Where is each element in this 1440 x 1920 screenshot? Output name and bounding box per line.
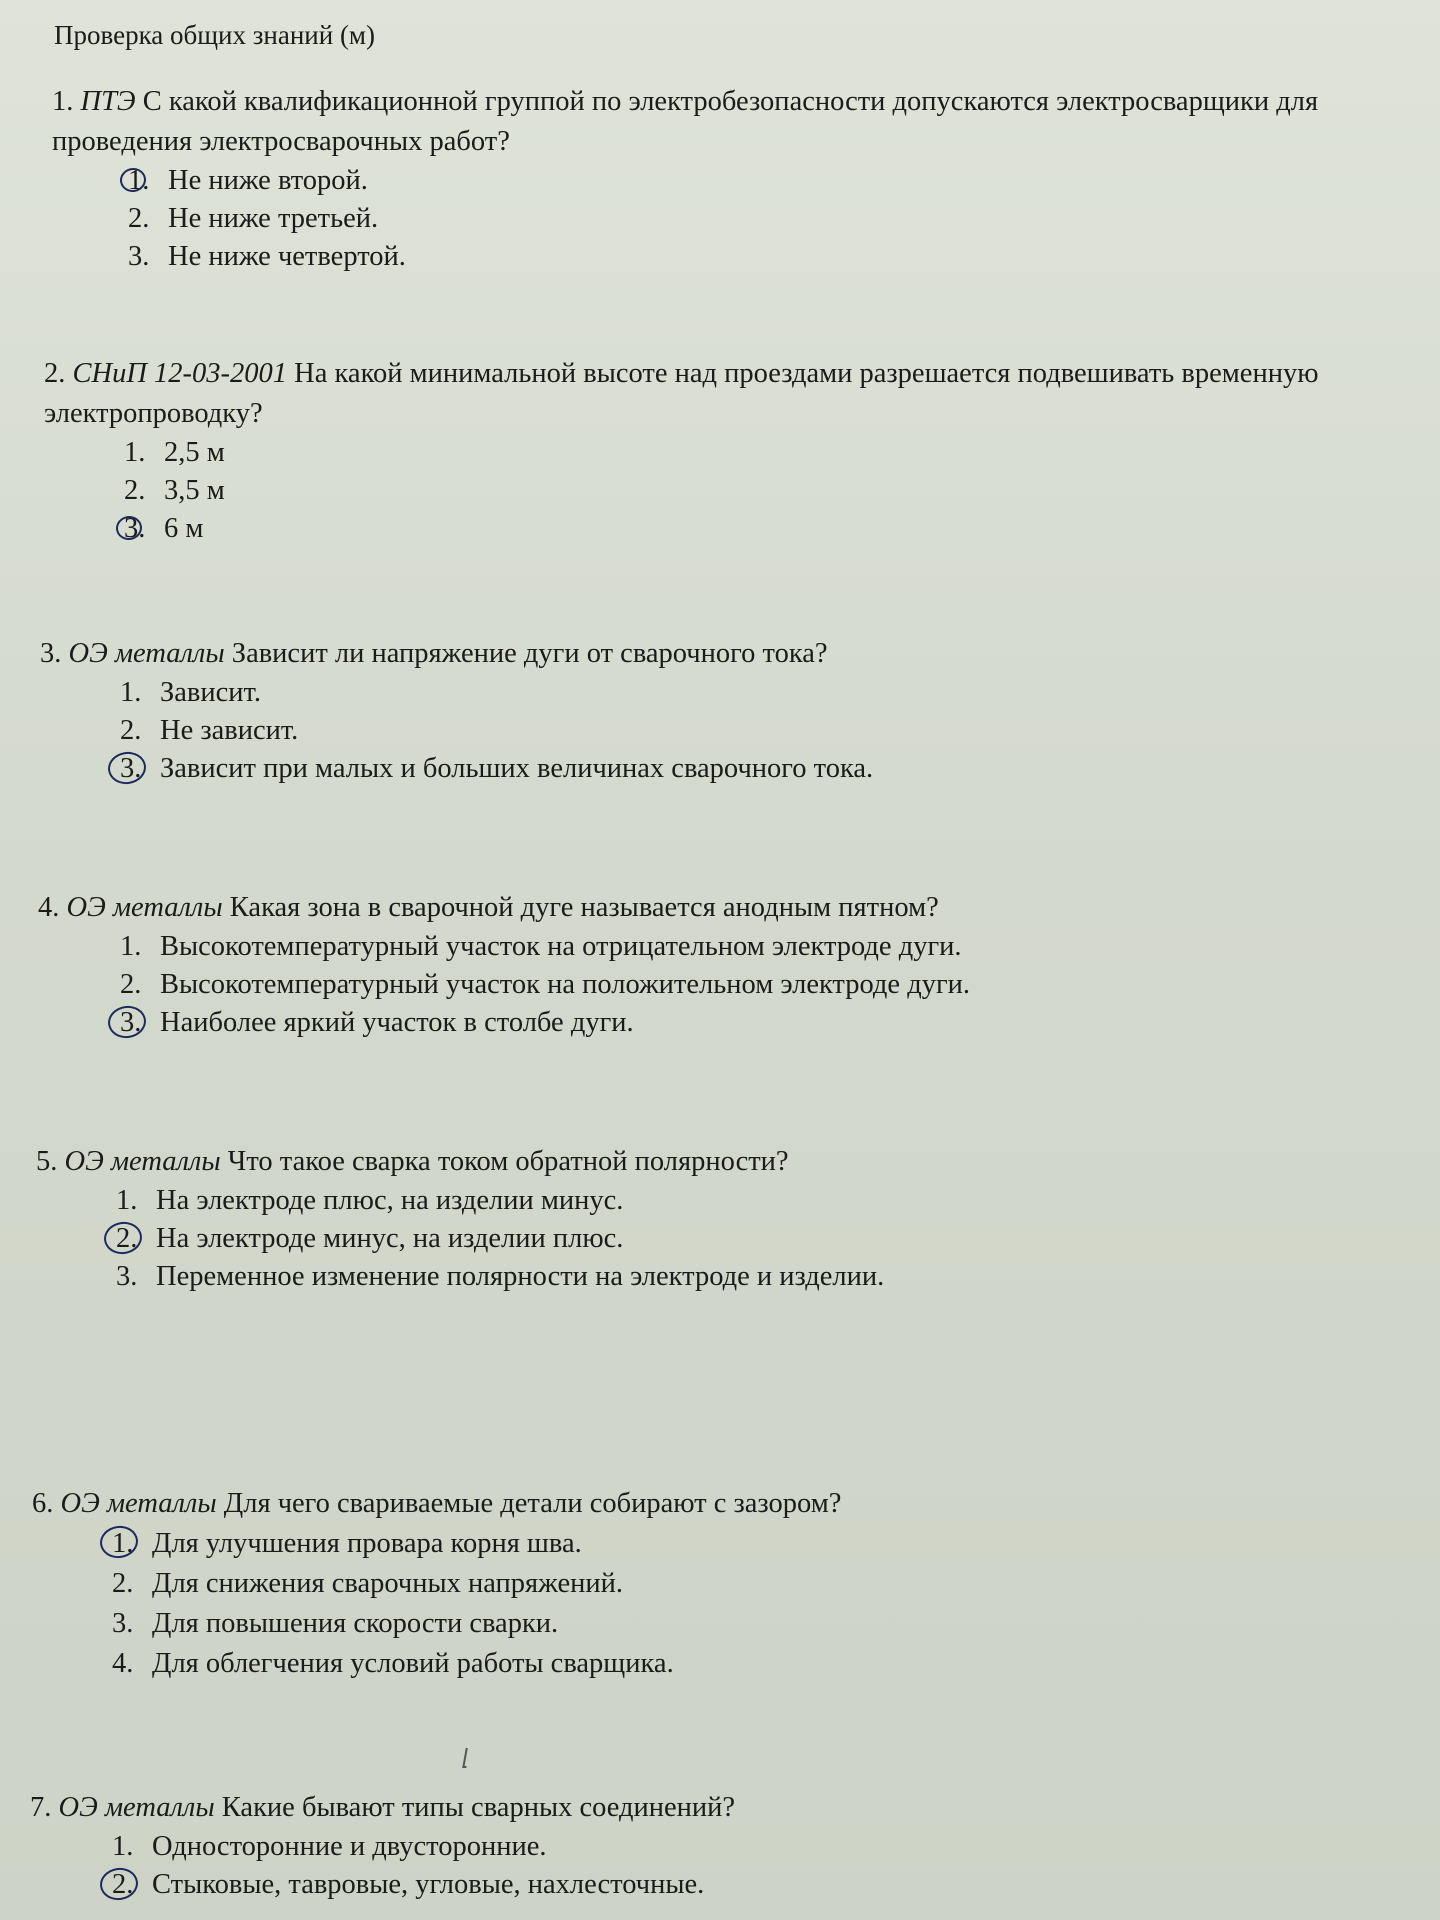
answer-option[interactable]	[120, 966, 1398, 1004]
question-source: ОЭ металлы	[68, 638, 225, 669]
answer-option[interactable]	[112, 1866, 1390, 1904]
answer-options	[128, 162, 1402, 276]
question-source: ОЭ металлы	[60, 1488, 217, 1519]
option-text: Высокотемпературный участок на положительном электроде дуги.	[160, 969, 971, 1000]
question-3	[40, 634, 1400, 788]
question-source: СНиП 12-03-2001	[72, 358, 288, 389]
option-text: На электроде минус, на изделии плюс.	[156, 1223, 624, 1254]
question-source: ПТЭ	[80, 86, 136, 117]
option-text: Наиболее яркий участок в столбе дуги.	[160, 1007, 634, 1038]
answer-option[interactable]	[116, 1220, 1396, 1258]
option-text: Не ниже второй.	[168, 165, 368, 196]
question-text: Какая зона в сварочной дуге называется анодным пятном?	[229, 892, 939, 923]
question-2	[44, 354, 1424, 548]
question-7	[30, 1788, 1390, 1904]
option-number: 3.	[120, 1004, 160, 1042]
question-number: 1.	[52, 86, 74, 117]
option-number: 1.	[124, 437, 146, 468]
question-text: На какой минимальной высоте над проездами разрешается подвешивать временную электропроводку?	[44, 358, 1319, 429]
option-text: Для повышения скорости сварки.	[152, 1608, 559, 1639]
option-text: Не ниже четвертой.	[168, 241, 406, 272]
question-number: 6.	[32, 1488, 54, 1519]
answer-option[interactable]	[124, 472, 1424, 510]
option-number: 2.	[128, 203, 150, 234]
option-number: 3.	[120, 750, 160, 788]
question-number: 7.	[30, 1792, 52, 1823]
answer-options	[124, 434, 1424, 548]
option-number: 1.	[128, 162, 168, 200]
option-text: Не зависит.	[160, 715, 299, 746]
option-text: Для улучшения провара корня шва.	[152, 1528, 582, 1559]
option-number: 2.	[120, 969, 142, 1000]
answer-option[interactable]	[116, 1258, 1396, 1296]
option-text: Высокотемпературный участок на отрицательном электроде дуги.	[160, 931, 962, 962]
option-number: 1.	[120, 931, 142, 962]
option-number: 3.	[124, 510, 164, 548]
question-5	[36, 1142, 1396, 1296]
answer-option[interactable]	[124, 434, 1424, 472]
question-source: ОЭ металлы	[64, 1146, 221, 1177]
answer-option[interactable]	[128, 162, 1402, 200]
option-text: Переменное изменение полярности на электроде и изделии.	[156, 1261, 885, 1292]
selected-answer-circle	[98, 1524, 140, 1561]
answer-option[interactable]	[128, 238, 1402, 276]
question-number: 4.	[38, 892, 60, 923]
question-6	[32, 1484, 1392, 1684]
option-number: 2.	[120, 715, 142, 746]
option-number: 2.	[112, 1866, 152, 1904]
selected-answer-circle	[102, 1220, 144, 1257]
option-text: Зависит.	[160, 677, 261, 708]
question-number: 3.	[40, 638, 62, 669]
answer-option[interactable]	[120, 928, 1398, 966]
question-source: ОЭ металлы	[58, 1792, 215, 1823]
answer-option[interactable]	[112, 1644, 1392, 1684]
option-number: 1.	[120, 677, 142, 708]
answer-option[interactable]	[112, 1828, 1390, 1866]
option-text: Зависит при малых и больших величинах сварочного тока.	[160, 753, 874, 784]
answer-option[interactable]	[116, 1182, 1396, 1220]
question-1	[52, 82, 1402, 276]
question-source: ОЭ металлы	[66, 892, 223, 923]
selected-answer-circle	[98, 1866, 140, 1903]
option-text: На электроде плюс, на изделии минус.	[156, 1185, 624, 1216]
answer-option[interactable]	[120, 1004, 1398, 1042]
option-text: 3,5 м	[164, 475, 225, 506]
answer-option[interactable]	[120, 712, 1400, 750]
option-text: Для снижения сварочных напряжений.	[152, 1568, 623, 1599]
option-number: 4.	[112, 1648, 134, 1679]
option-number: 1.	[112, 1831, 134, 1862]
option-text: Для облегчения условий работы сварщика.	[152, 1648, 674, 1679]
question-number: 5.	[36, 1146, 58, 1177]
answer-options	[116, 1182, 1396, 1296]
option-text: Стыковые, тавровые, угловые, нахлесточные.	[152, 1869, 705, 1900]
option-number: 2.	[112, 1568, 134, 1599]
answer-option[interactable]	[120, 674, 1400, 712]
option-text: 2,5 м	[164, 437, 225, 468]
answer-option[interactable]	[128, 200, 1402, 238]
pen-mark	[462, 1748, 470, 1768]
option-number: 1.	[112, 1524, 152, 1564]
question-number: 2.	[44, 358, 66, 389]
answer-option[interactable]	[112, 1564, 1392, 1604]
option-text: Односторонние и двусторонние.	[152, 1831, 547, 1862]
question-text: Какие бывают типы сварных соединений?	[221, 1792, 736, 1823]
selected-answer-circle	[106, 750, 148, 787]
question-text: Что такое сварка током обратной полярности?	[227, 1146, 789, 1177]
question-text: С какой квалификационной группой по электробезопасности допускаются электросварщики для проведения электросварочных работ?	[52, 86, 1319, 157]
option-number: 3.	[128, 241, 150, 272]
answer-option[interactable]	[112, 1524, 1392, 1564]
answer-options	[112, 1524, 1392, 1684]
option-number: 3.	[116, 1261, 138, 1292]
option-number: 3.	[112, 1608, 134, 1639]
selected-answer-circle	[106, 1004, 148, 1041]
question-4	[38, 888, 1398, 1042]
answer-options	[120, 674, 1400, 788]
page-title: Проверка общих знаний (м)	[54, 20, 376, 50]
answer-options	[120, 928, 1398, 1042]
option-text: Не ниже третьей.	[168, 203, 379, 234]
answer-option[interactable]	[124, 510, 1424, 548]
option-number: 2.	[124, 475, 146, 506]
question-text: Зависит ли напряжение дуги от сварочного тока?	[231, 638, 828, 669]
option-number: 2.	[116, 1220, 156, 1258]
answer-option[interactable]	[112, 1604, 1392, 1644]
option-text: 6 м	[164, 513, 204, 544]
question-text: Для чего свариваемые детали собирают с зазором?	[223, 1488, 842, 1519]
option-number: 1.	[116, 1185, 138, 1216]
answer-options	[112, 1828, 1390, 1904]
answer-option[interactable]	[120, 750, 1400, 788]
